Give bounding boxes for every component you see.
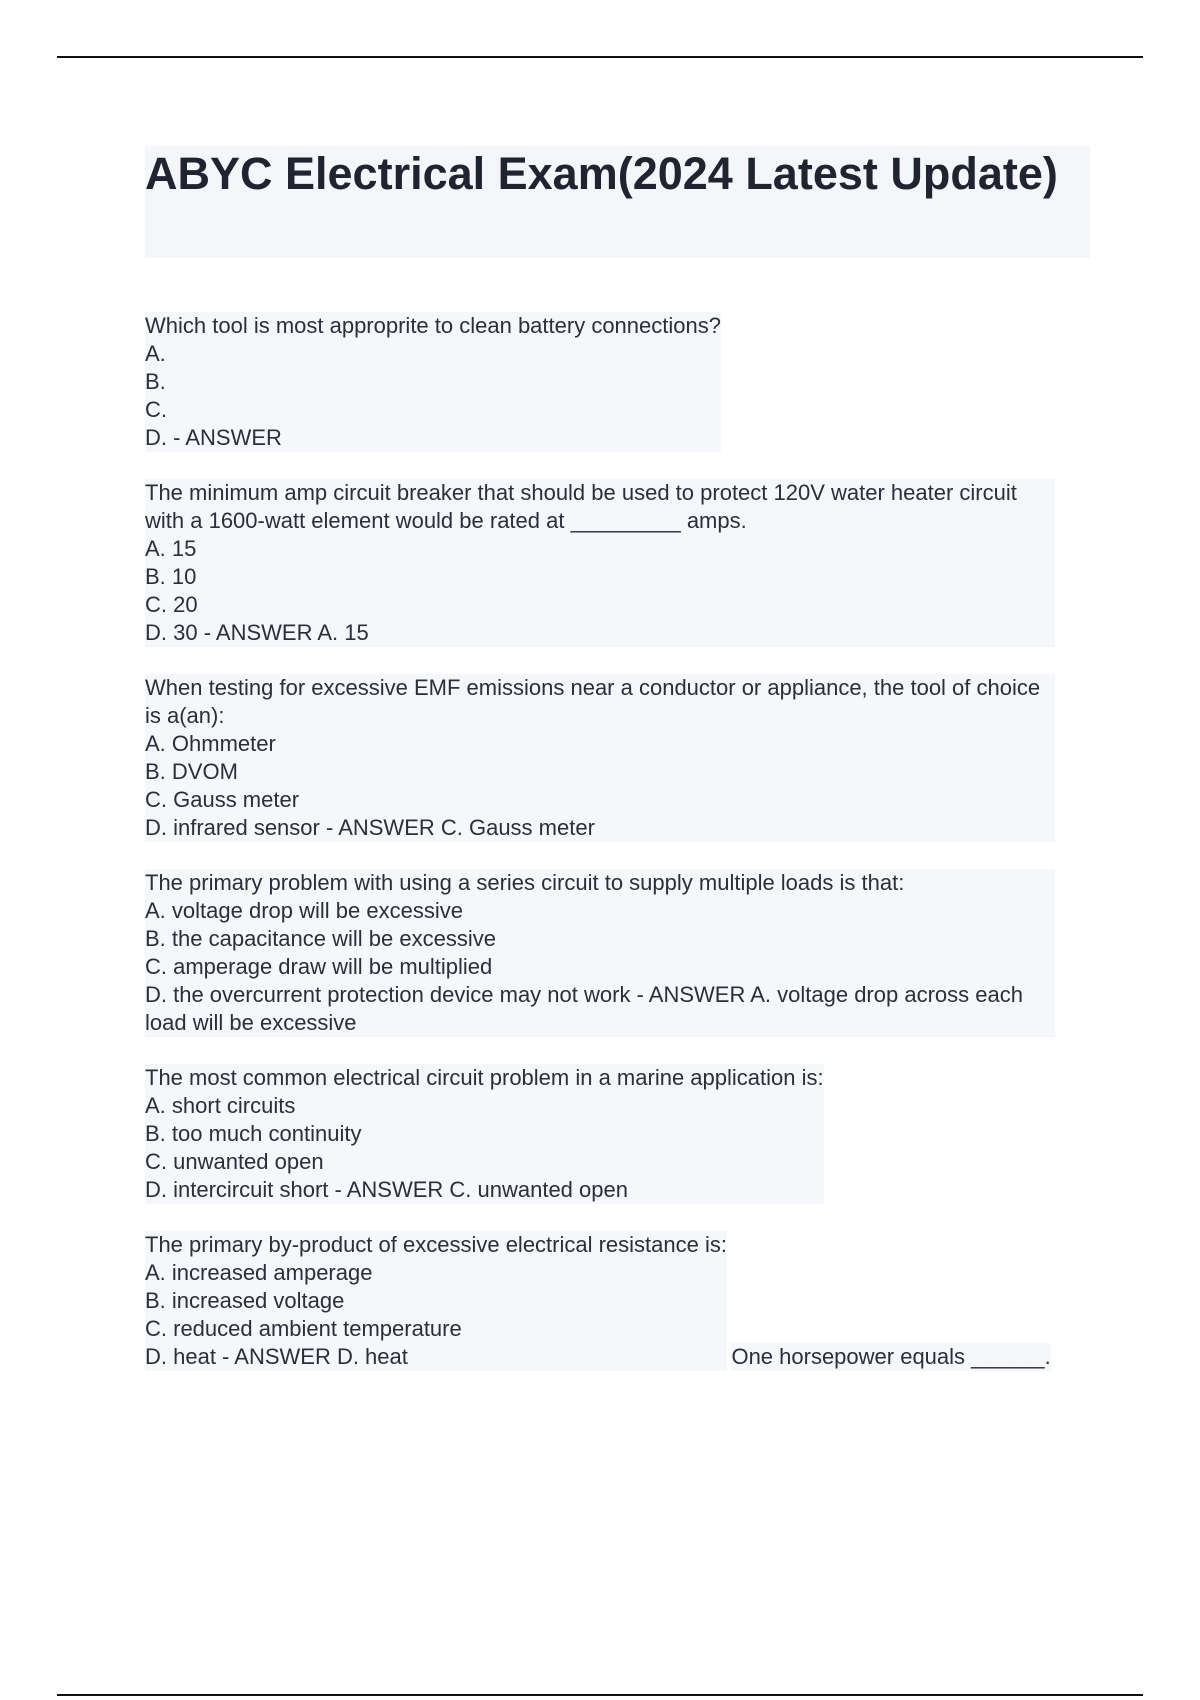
option-d-answer: D. intercircuit short - ANSWER C. unwanted open (145, 1177, 628, 1202)
option-c: C. Gauss meter (145, 787, 300, 812)
option-c: C. unwanted open (145, 1149, 324, 1174)
title-block (145, 146, 1090, 258)
option-b: B. increased voltage (145, 1288, 345, 1313)
bottom-divider (57, 1694, 1143, 1696)
question-text: Which tool is most approprite to clean battery connections? (145, 313, 721, 338)
option-a: A. (145, 341, 166, 366)
question-item (145, 1231, 727, 1371)
question-item (145, 1064, 824, 1204)
document-title: ABYC Electrical Exam(2024 Latest Update) (145, 148, 1058, 199)
option-c: C. (145, 397, 167, 422)
option-a: A. Ohmmeter (145, 731, 276, 756)
option-b: B. the capacitance will be excessive (145, 926, 496, 951)
option-c: C. amperage draw will be multiplied (145, 954, 493, 979)
question-item (731, 1343, 1050, 1371)
option-a: A. voltage drop will be excessive (145, 898, 463, 923)
question-text: The minimum amp circuit breaker that should be used to protect 120V water heater circuit with a 1600-watt element would be rated at _________ amps. (145, 480, 1023, 533)
option-b: B. DVOM (145, 759, 238, 784)
option-d-answer: D. 30 - ANSWER A. 15 (145, 620, 369, 645)
question-list (145, 312, 1090, 1398)
option-d-answer: D. - ANSWER (145, 425, 282, 450)
option-a: A. 15 (145, 536, 197, 561)
option-c: C. 20 (145, 592, 198, 617)
top-divider (57, 56, 1143, 58)
question-text: The primary by-product of excessive electrical resistance is: (145, 1232, 727, 1257)
question-item (145, 869, 1055, 1037)
option-d-answer: D. heat - ANSWER D. heat (145, 1344, 408, 1369)
question-item (145, 312, 721, 452)
question-item (145, 479, 1055, 647)
question-text: One horsepower equals ______. (731, 1344, 1051, 1369)
option-a: A. increased amperage (145, 1260, 373, 1285)
question-text: The most common electrical circuit problem in a marine application is: (145, 1065, 824, 1090)
option-a: A. short circuits (145, 1093, 296, 1118)
option-b: B. 10 (145, 564, 197, 589)
option-d-answer: D. the overcurrent protection device may not work - ANSWER A. voltage drop across each load will be excessive (145, 982, 1030, 1035)
option-c: C. reduced ambient temperature (145, 1316, 462, 1341)
question-text: The primary problem with using a series circuit to supply multiple loads is that: (145, 870, 905, 895)
question-item (145, 674, 1055, 842)
document-body (145, 146, 1090, 1398)
question-text: When testing for excessive EMF emissions near a conductor or appliance, the tool of choice is a(an): (145, 675, 1047, 728)
option-b: B. (145, 369, 166, 394)
option-b: B. too much continuity (145, 1121, 362, 1146)
option-d-answer: D. infrared sensor - ANSWER C. Gauss meter (145, 815, 595, 840)
